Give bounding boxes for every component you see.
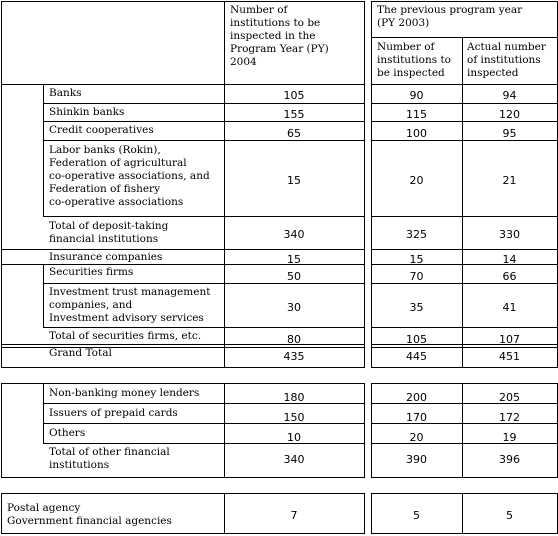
rule-vertical — [1, 493, 2, 534]
rule-vertical — [1, 1, 2, 368]
rule-horizontal — [371, 477, 558, 478]
cell-grand-total-prev-plan: 445 — [406, 350, 427, 363]
rule-horizontal — [1, 367, 365, 368]
cell-banks-prev-plan: 90 — [409, 89, 424, 102]
rule-horizontal — [1, 533, 365, 534]
cell-total-deposit-prev-plan: 325 — [406, 228, 427, 241]
cell-total-other-py2004: 340 — [283, 453, 305, 466]
rule-vertical — [364, 493, 365, 534]
cell-labor-prev-plan: 20 — [409, 174, 424, 187]
rule-horizontal — [371, 84, 558, 85]
rule-horizontal — [43, 103, 365, 104]
rule-horizontal — [371, 1, 558, 2]
cell-shinkin-prev-plan: 115 — [406, 108, 427, 121]
row-label-grand-total: Grand Total — [49, 347, 112, 359]
rule-horizontal — [371, 383, 558, 384]
cell-others-prev-actual: 19 — [502, 431, 517, 444]
header-prev-to-be-inspected: Number of institutions to be inspected — [377, 41, 451, 79]
cell-total-securities-prev-plan: 105 — [406, 333, 427, 346]
cell-others-prev-plan: 20 — [409, 431, 424, 444]
row-label-insurance: Insurance companies — [49, 251, 163, 263]
rule-horizontal — [371, 249, 558, 250]
cell-others-py2004: 10 — [287, 431, 301, 444]
cell-postal-prev-actual: 5 — [506, 509, 513, 522]
rule-horizontal — [371, 327, 558, 328]
row-label-total-other: Total of other financial institutions — [49, 446, 170, 471]
cell-shinkin-prev-actual: 120 — [499, 108, 520, 121]
rule-horizontal — [371, 37, 558, 38]
cell-credit-prev-plan: 100 — [406, 127, 427, 140]
rule-horizontal — [1, 477, 365, 478]
rule-horizontal — [1, 84, 365, 85]
rule-horizontal — [1, 1, 365, 2]
rule-horizontal — [371, 216, 558, 217]
rule-vertical — [462, 37, 463, 368]
row-label-total-deposit: Total of deposit-taking financial institutions — [49, 220, 169, 245]
rule-horizontal — [43, 140, 365, 141]
rule-horizontal — [371, 367, 558, 368]
cell-lenders-prev-plan: 200 — [406, 391, 427, 404]
cell-grand-total-py2004: 435 — [283, 350, 305, 363]
rule-vertical — [364, 383, 365, 478]
cell-labor-py2004: 15 — [287, 174, 301, 187]
cell-insurance-py2004: 15 — [287, 253, 301, 266]
cell-grand-total-prev-actual: 451 — [499, 350, 520, 363]
cell-insurance-prev-plan: 15 — [409, 253, 424, 266]
cell-securities-prev-actual: 66 — [502, 270, 517, 283]
rule-vertical — [364, 1, 365, 368]
rule-vertical — [43, 383, 44, 444]
header-prev-actual-inspected: Actual number of institutions inspected — [467, 41, 546, 79]
cell-shinkin-py2004: 155 — [283, 108, 305, 121]
cell-insurance-prev-actual: 14 — [502, 253, 517, 266]
rule-vertical — [1, 383, 2, 478]
rule-horizontal — [43, 216, 365, 217]
rule-horizontal — [371, 140, 558, 141]
rule-vertical — [43, 84, 44, 217]
cell-prepaid-prev-actual: 172 — [499, 411, 520, 424]
cell-total-other-prev-actual: 396 — [499, 453, 520, 466]
row-label-shinkin: Shinkin banks — [49, 106, 125, 118]
cell-banks-py2004: 105 — [283, 89, 305, 102]
row-label-others: Others — [49, 427, 86, 439]
rule-horizontal — [43, 121, 365, 122]
row-label-total-securities: Total of securities firms, etc. — [49, 330, 202, 342]
rule-horizontal — [371, 121, 558, 122]
cell-total-securities-prev-actual: 107 — [499, 333, 520, 346]
cell-securities-prev-plan: 70 — [409, 270, 424, 283]
cell-banks-prev-actual: 94 — [502, 89, 517, 102]
rule-horizontal — [371, 493, 558, 494]
cell-total-securities-py2004: 80 — [287, 333, 301, 346]
rule-horizontal — [371, 103, 558, 104]
cell-postal-prev-plan: 5 — [413, 509, 420, 522]
cell-securities-py2004: 50 — [287, 270, 301, 283]
header-previous-year: The previous program year (PY 2003) — [377, 4, 523, 29]
rule-horizontal — [43, 283, 365, 284]
cell-credit-py2004: 65 — [287, 127, 301, 140]
rule-horizontal — [1, 249, 365, 250]
cell-total-other-prev-plan: 390 — [406, 453, 427, 466]
rule-horizontal — [371, 347, 558, 348]
rule-horizontal — [371, 533, 558, 534]
cell-investment-prev-plan: 35 — [409, 301, 424, 314]
rule-vertical — [43, 264, 44, 328]
cell-labor-prev-actual: 21 — [502, 174, 517, 187]
cell-lenders-prev-actual: 205 — [499, 391, 520, 404]
cell-total-deposit-prev-actual: 330 — [499, 228, 520, 241]
cell-postal-py2004: 7 — [290, 509, 298, 522]
cell-prepaid-py2004: 150 — [283, 411, 305, 424]
cell-investment-prev-actual: 41 — [502, 301, 517, 314]
rule-horizontal — [371, 283, 558, 284]
row-label-labor-banks: Labor banks (Rokin), Federation of agricultural co-operative associations, and Federation of fishery co-operative associations — [49, 144, 210, 208]
row-label-money-lenders: Non-banking money lenders — [49, 387, 200, 399]
row-label-credit-coops: Credit cooperatives — [49, 124, 154, 136]
rule-horizontal — [43, 327, 365, 328]
rule-horizontal — [1, 383, 365, 384]
row-label-banks: Banks — [49, 87, 82, 99]
cell-lenders-py2004: 180 — [283, 391, 305, 404]
cell-prepaid-prev-plan: 170 — [406, 411, 427, 424]
row-label-securities: Securities firms — [49, 266, 134, 278]
cell-total-deposit-py2004: 340 — [283, 228, 305, 241]
row-label-postal-government: Postal agency Government financial agencies — [7, 502, 172, 527]
rule-horizontal — [1, 493, 365, 494]
row-label-prepaid-cards: Issuers of prepaid cards — [49, 407, 178, 419]
cell-investment-py2004: 30 — [287, 301, 301, 314]
row-label-investment-trust: Investment trust management companies, and Investment advisory services — [49, 286, 211, 324]
cell-credit-prev-actual: 95 — [502, 127, 517, 140]
header-py2004: Number of institutions to be inspected in the Program Year (PY) 2004 — [230, 4, 329, 68]
